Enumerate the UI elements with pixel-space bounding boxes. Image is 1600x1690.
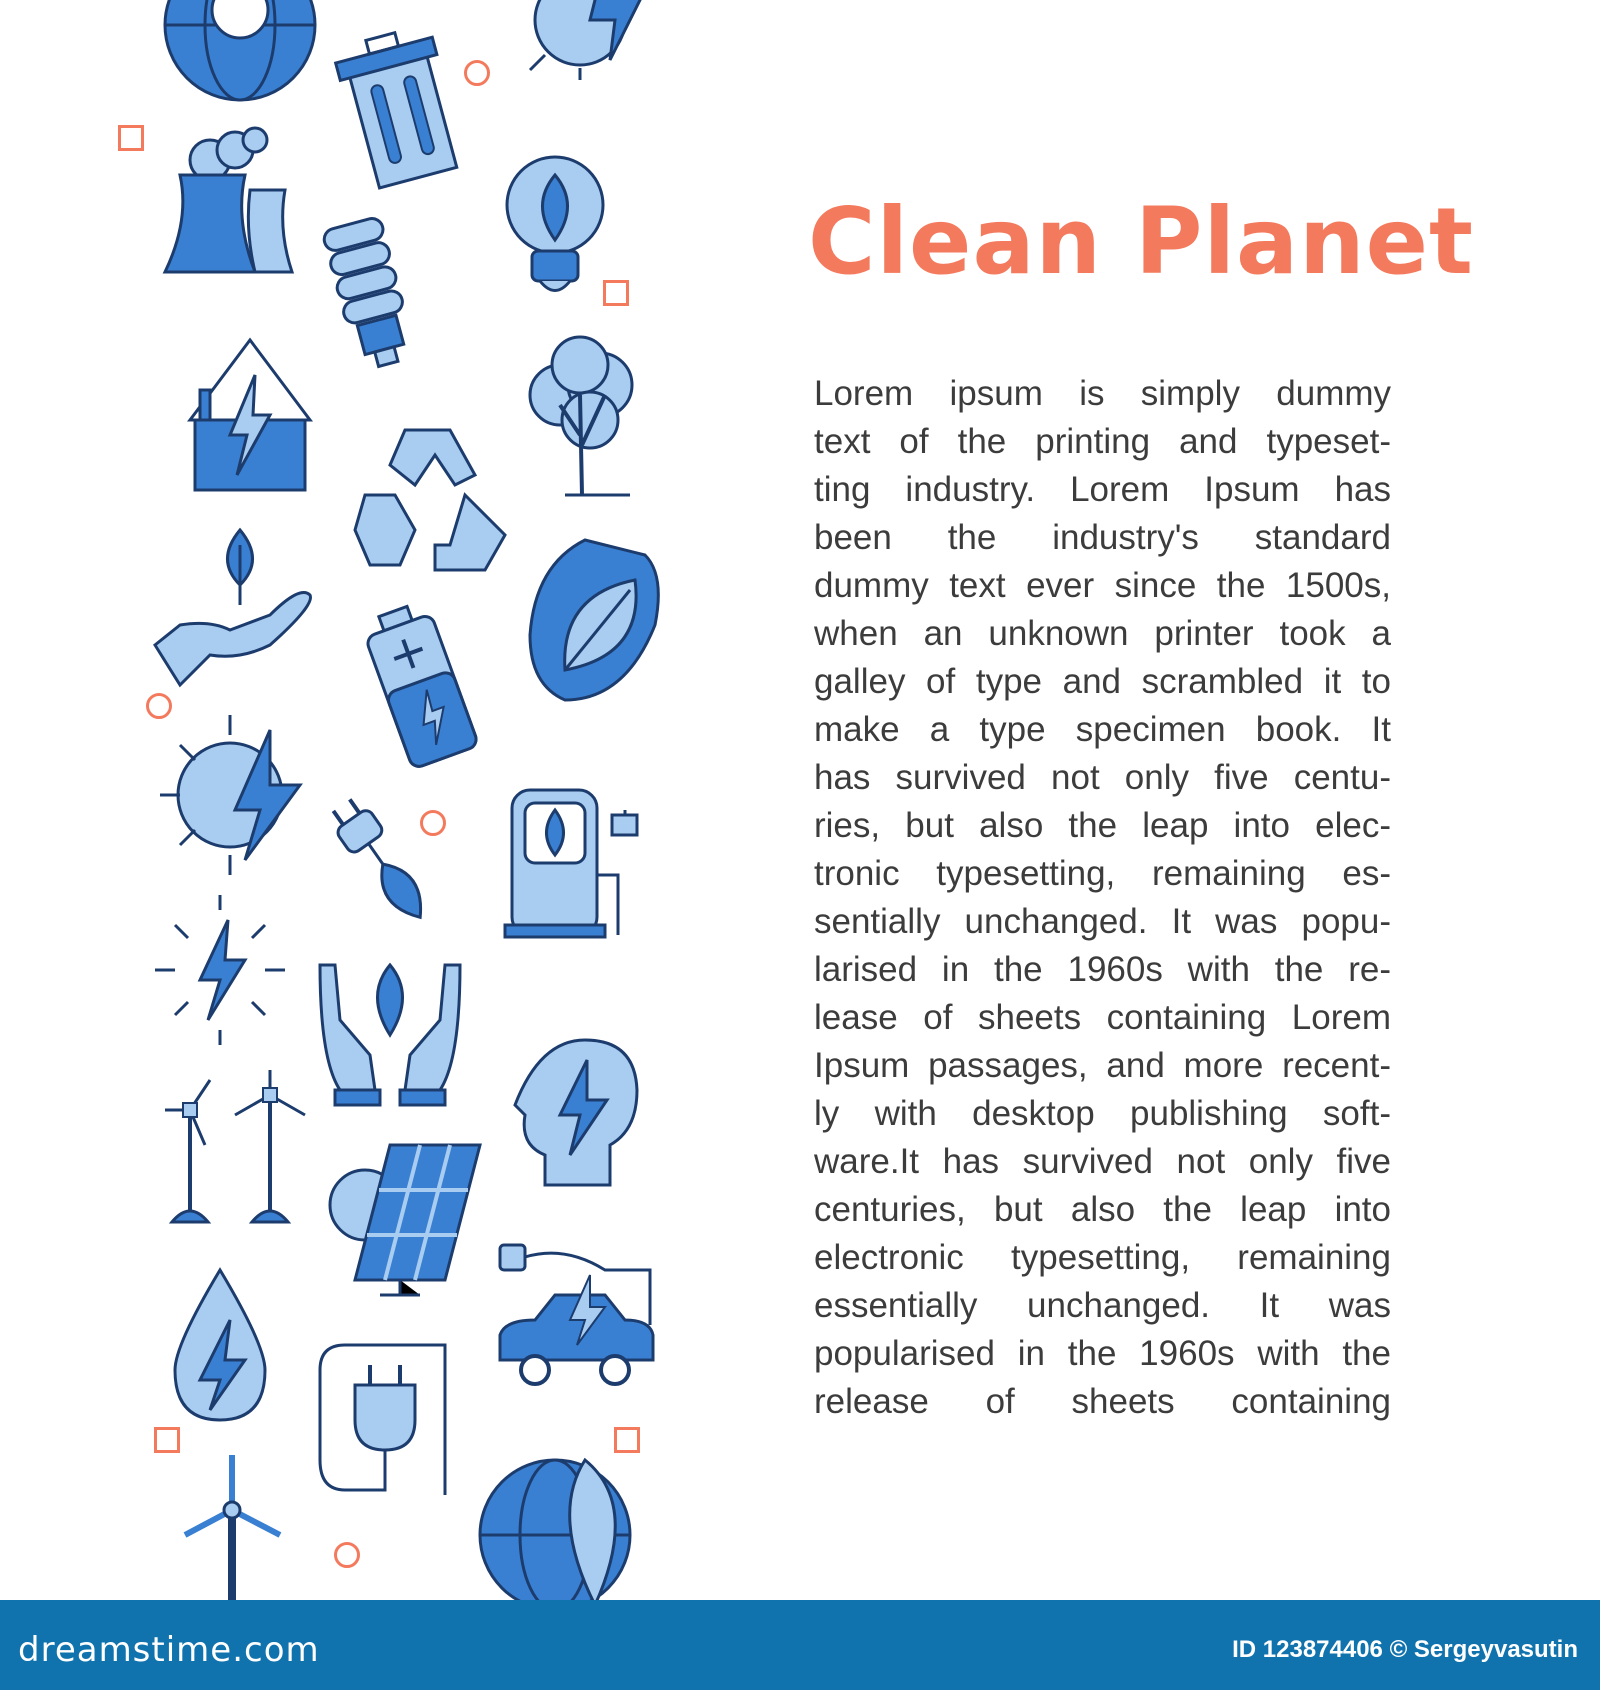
factory-pollution-icon <box>160 120 300 285</box>
charging-station-icon <box>500 785 650 950</box>
text-line: centuries, but also the leap into <box>814 1190 1391 1229</box>
text-line: has survived not only five centu- <box>814 758 1391 797</box>
text-line: galley of type and scrambled it to <box>814 662 1391 701</box>
text-line: text of the printing and typeset- <box>814 422 1391 461</box>
trash-bin-icon <box>335 30 465 195</box>
text-line: dummy text ever since the 1500s, <box>814 566 1391 605</box>
text-line: ries, but also the leap into elec- <box>814 806 1391 845</box>
house-energy-icon <box>185 335 315 500</box>
square-accent <box>154 1427 180 1453</box>
text-line: when an unknown printer took a <box>814 614 1391 653</box>
eco-light-bulb-icon <box>500 155 610 310</box>
circle-accent <box>334 1542 360 1568</box>
text-line: release of sheets containing <box>814 1382 1391 1421</box>
text-line: lease of sheets containing Lorem <box>814 998 1391 1037</box>
text-line: ly with desktop publishing soft- <box>814 1094 1391 1133</box>
text-line: tronic typesetting, remaining es- <box>814 854 1391 893</box>
recycle-icon <box>355 425 515 590</box>
energy-saving-bulb-icon <box>325 215 425 380</box>
text-line: larised in the 1960s with the re- <box>814 950 1391 989</box>
image-credit: ID 123874406 © Sergeyvasutin <box>1232 1636 1578 1663</box>
plug-leaf-icon <box>330 785 430 940</box>
globe-icon <box>160 0 320 110</box>
hand-plant-icon <box>150 525 320 700</box>
text-line: ting industry. Lorem Ipsum has <box>814 470 1391 509</box>
text-line: Ipsum passages, and more recent- <box>814 1046 1391 1085</box>
footer-logo[interactable]: dreamstime.com <box>18 1630 320 1670</box>
page-title: Clean Planet <box>808 188 1474 295</box>
head-energy-icon <box>515 1035 645 1200</box>
water-energy-icon <box>170 1265 270 1430</box>
power-plug-icon <box>315 1340 465 1505</box>
square-accent <box>118 125 144 151</box>
solar-panel-icon <box>320 1135 490 1305</box>
circle-accent <box>464 60 490 86</box>
body-paragraph <box>814 370 1391 1426</box>
globe-leaf-icon <box>475 1455 645 1610</box>
text-line: make a type specimen book. It <box>814 710 1391 749</box>
sun-energy-icon <box>160 715 310 880</box>
circle-accent <box>420 810 446 836</box>
text-line: ware.It has survived not only five <box>814 1142 1391 1181</box>
hands-leaf-icon <box>310 960 470 1115</box>
footer-bar <box>0 1600 1600 1690</box>
text-line: popularised in the 1960s with the <box>814 1334 1391 1373</box>
text-line: electronic typesetting, remaining <box>814 1238 1391 1277</box>
electric-car-icon <box>495 1235 665 1400</box>
lightning-icon <box>150 890 290 1055</box>
tree-icon <box>520 335 640 510</box>
text-line: essentially unchanged. It was <box>814 1286 1391 1325</box>
text-line: Lorem ipsum is simply dummy <box>814 374 1391 413</box>
wind-turbine-icon <box>180 1455 290 1605</box>
circle-accent <box>146 693 172 719</box>
square-accent <box>603 280 629 306</box>
text-line: been the industry's standard <box>814 518 1391 557</box>
wind-turbines-icon <box>160 1070 320 1235</box>
text-line: sentially unchanged. It was popu- <box>814 902 1391 941</box>
square-accent <box>614 1427 640 1453</box>
leaf-shield-icon <box>525 535 665 710</box>
battery-icon <box>365 600 485 775</box>
solar-energy-icon <box>520 0 660 85</box>
